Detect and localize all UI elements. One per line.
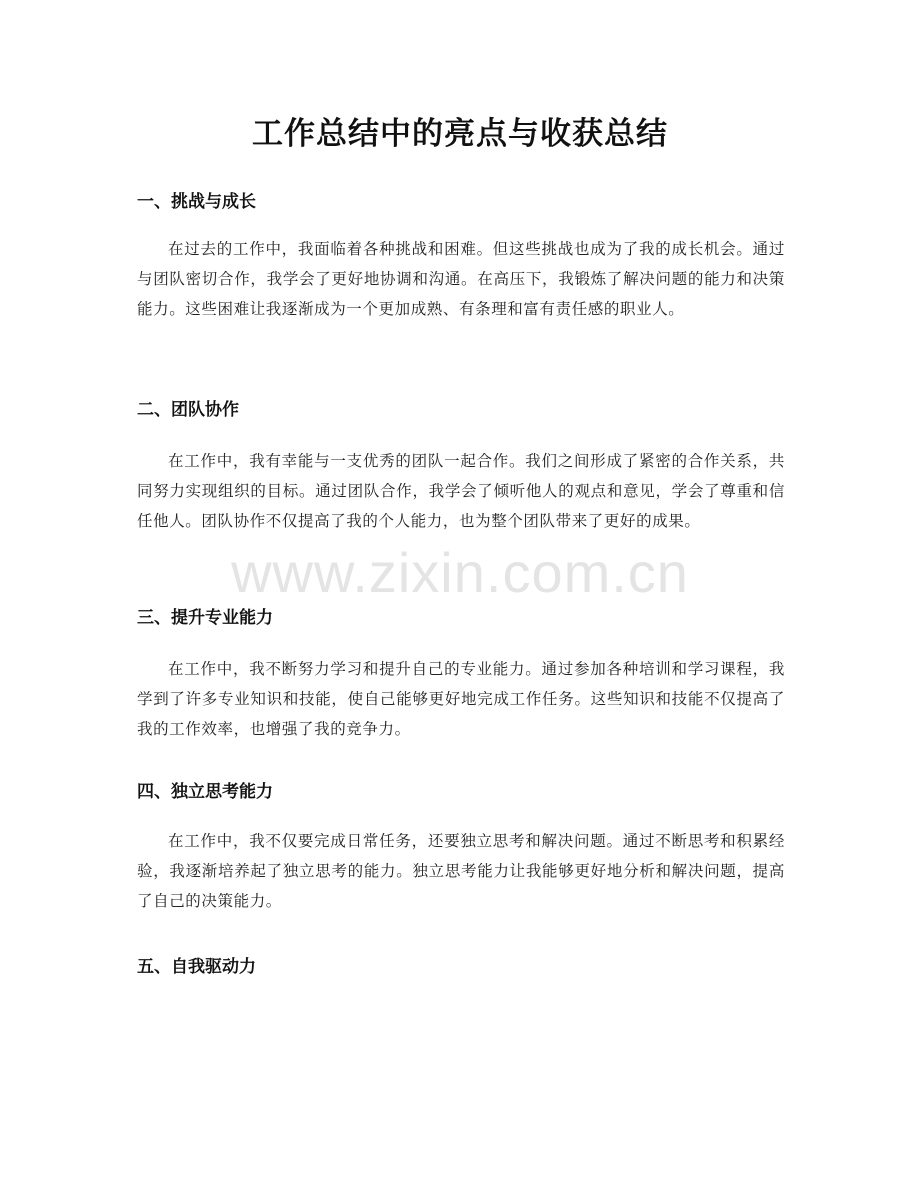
section-body-independent-thinking: 在工作中，我不仅要完成日常任务，还要独立思考和解决问题。通过不断思考和积累经验，我逐渐培养起了独立思考的能力。独立思考能力让我能够更好地分析和解决问题，提高了自己的决策能力。 — [137, 832, 785, 910]
section-heading-independent-thinking: 四、独立思考能力 — [137, 782, 273, 802]
page-title: 工作总结中的亮点与收获总结 — [252, 116, 668, 152]
watermark: www.zixin.com.cn — [231, 541, 689, 604]
section-body-professional-skills: 在工作中，我不断努力学习和提升自己的专业能力。通过参加各种培训和学习课程，我学到了许多专业知识和技能，使自己能够更好地完成工作任务。这些知识和技能不仅提高了我的工作效率，也增强了我的竞争力。 — [137, 660, 785, 738]
section-heading-challenge-growth: 一、挑战与成长 — [137, 192, 256, 212]
section-heading-self-motivation: 五、自我驱动力 — [137, 957, 256, 977]
section-heading-teamwork: 二、团队协作 — [137, 400, 239, 420]
section-body-teamwork: 在工作中，我有幸能与一支优秀的团队一起合作。我们之间形成了紧密的合作关系，共同努力实现组织的目标。通过团队合作，我学会了倾听他人的观点和意见，学会了尊重和信任他人。团队协作不仅提高了我的个人能力，也为整个团队带来了更好的成果。 — [137, 452, 785, 530]
section-body-challenge-growth: 在过去的工作中，我面临着各种挑战和困难。但这些挑战也成为了我的成长机会。通过与团队密切合作，我学会了更好地协调和沟通。在高压下，我锻炼了解决问题的能力和决策能力。这些困难让我逐渐成为一个更加成熟、有条理和富有责任感的职业人。 — [137, 240, 785, 318]
section-heading-professional-skills: 三、提升专业能力 — [137, 608, 273, 628]
